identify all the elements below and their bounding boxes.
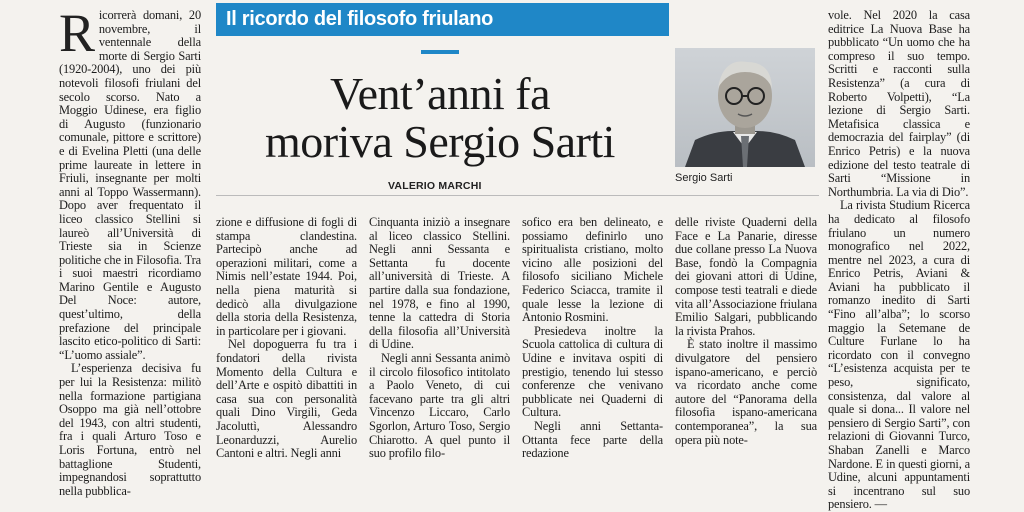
paragraph: zione e diffusione di fogli di stampa clandestina. Partecipò anche ad operazioni militari, come a Nimis nell’estate 1944. Poi, nella piena maturità si dedicò alla divulgazione della storia della Resistenza, in particolare per i giovani. — [216, 215, 357, 338]
title-accent-rule — [421, 50, 459, 54]
portrait-photo — [675, 48, 815, 167]
headline-line-1: Vent’anni fa — [329, 68, 551, 119]
paragraph: Negli anni Sessanta animò il circolo filosofico intitolato a Paolo Veneto, di cui facevano parte tra gli altri Vincenzo Liccaro, Carlo Sgorlon, Arturo Toso, Sergio Chiarotto. A quel punto il suo profilo filo- — [369, 350, 510, 461]
article-column-3 — [369, 216, 510, 461]
paragraph: Nel dopoguerra fu tra i fondatori della rivista Momento della Cultura e dell’Arte e ospitò dibattiti in casa sua con personalità quali Dino Virgili, Geda Jacoluttì, Alessandro Leonarduzzi, Aurelio Cantoni e altri. Negli anni — [216, 337, 357, 461]
photo-caption: Sergio Sarti — [675, 172, 733, 184]
paragraph: La rivista Studium Ricerca ha dedicato al filosofo friulano un numero monografico nel 2022, mentre nel 2023, a cura di Enrico Petris, Aviani & Aviani ha pubblicato il romanzo inedito di Sarti “Fino all’alba”; lo scorso maggio la Setemane de Culture Furlane lo ha ricordato con il convegno “L’esistenza acquista per te peso, significato, consistenza, dal valore al quale si dona... Il valore nel pensiero di Sergio Sarti”, con relazioni di Giovanni Turco, Shaban Zanelli e Marco Nardone. E in questi giorni, a Udine, alcuni appuntamenti si incentrano sul suo pensiero. — — [828, 198, 970, 512]
drop-cap: R — [59, 3, 95, 63]
paragraph: vole. Nel 2020 la casa editrice La Nuova Base ha pubblicato “Un uomo che ha compreso il suo tempo. Scritti e racconti sulla Resistenza” (a cura di Roberto Volpetti), “La lezione di Sergio Sarti. Metafisica classica e democrazia del fairplay” (di Enrico Petris) e la nuova edizione del testo teatrale di Sarti “Missione in Northumbria. La via di Dio”. — [828, 8, 970, 199]
portrait-illustration — [675, 48, 815, 167]
paragraph — [59, 3, 201, 362]
article-column-4 — [522, 216, 663, 461]
paragraph: È stato inoltre il massimo divulgatore del pensiero ispano-americano, e perciò va ricordato anche come autore del “Panorama della filosofia ispano-americana contemporanea”, la sua opera più note- — [675, 337, 817, 447]
paragraph: Negli anni Settanta-Ottanta fece parte della redazione — [522, 418, 663, 461]
byline: VALERIO MARCHI — [388, 180, 482, 192]
headline — [225, 70, 655, 166]
article-column-1 — [59, 3, 201, 498]
paragraph: L’esperienza decisiva fu per lui la Resistenza: militò nella formazione partigiana Osoppo ma già nell’ottobre del 1943, con altri studenti, fra i quali Arturo Toso e Loris Fortuna, entrò nel battaglione Studenti, impegnandosi soprattutto nella pubblica- — [59, 361, 201, 498]
paragraph: sofico era ben delineato, e possiamo definirlo uno spiritualista cristiano, molto vicino alle posizioni del filosofo siciliano Michele Federico Sciacca, tramite il quale lesse la lezione di Antonio Rosmini. — [522, 215, 663, 325]
divider — [216, 195, 819, 196]
paragraph: delle riviste Quaderni della Face e La Panarie, diresse due collane presso La Nuova Base, fondò la Compagnia dei giovani attori di Udine, compose testi teatrali e diede vita all’Associazione friulana Emilio Salgari, pubblicando la rivista Prahos. — [675, 215, 817, 338]
article-column-2 — [216, 216, 357, 461]
article-column-6 — [828, 9, 970, 512]
paragraph-text: icorrerà domani, 20 novembre, il ventennale della morte di Sergio Sarti (1920-2004), uno dei più notevoli filosofi friulani del secolo scorso. Nato a Moggio Udinese, era figlio di Augusto (funzionario comunale, pittore e scrittore) e di Evelina Pletti (una delle prime laureate in lettere in Friuli, insegnante per molti anni al Toppo Wassermann). Dopo aver frequentato il liceo classico Stellini si laureò all’Università di Trieste sia in Scienze politiche che in Filosofia. Tra i suoi maestri ricordiamo Marino Gentile e Augusto Del Noce: autore, quest’ultimo, della prefazione del principale lascito etico-politico di Sarti: “L’uomo assiale”. — [59, 8, 201, 362]
paragraph: Presiedeva inoltre la Scuola cattolica di cultura di Udine e invitava ospiti di prestigio, tenendo lui stesso conferenze che venivano pubblicate nei Quaderni di Cultura. — [522, 323, 663, 420]
headline-line-2: moriva Sergio Sarti — [265, 116, 615, 167]
section-kicker: Il ricordo del filosofo friulano — [216, 3, 669, 36]
article-column-5 — [675, 216, 817, 447]
paragraph: Cinquanta iniziò a insegnare al liceo classico Stellini. Negli anni Sessanta e Settanta fu docente all’università di Trieste. A partire dalla sua fondazione, nel 1978, e fino al 1990, tenne la cattedra di Storia della filosofia all’Università di Udine. — [369, 215, 510, 352]
